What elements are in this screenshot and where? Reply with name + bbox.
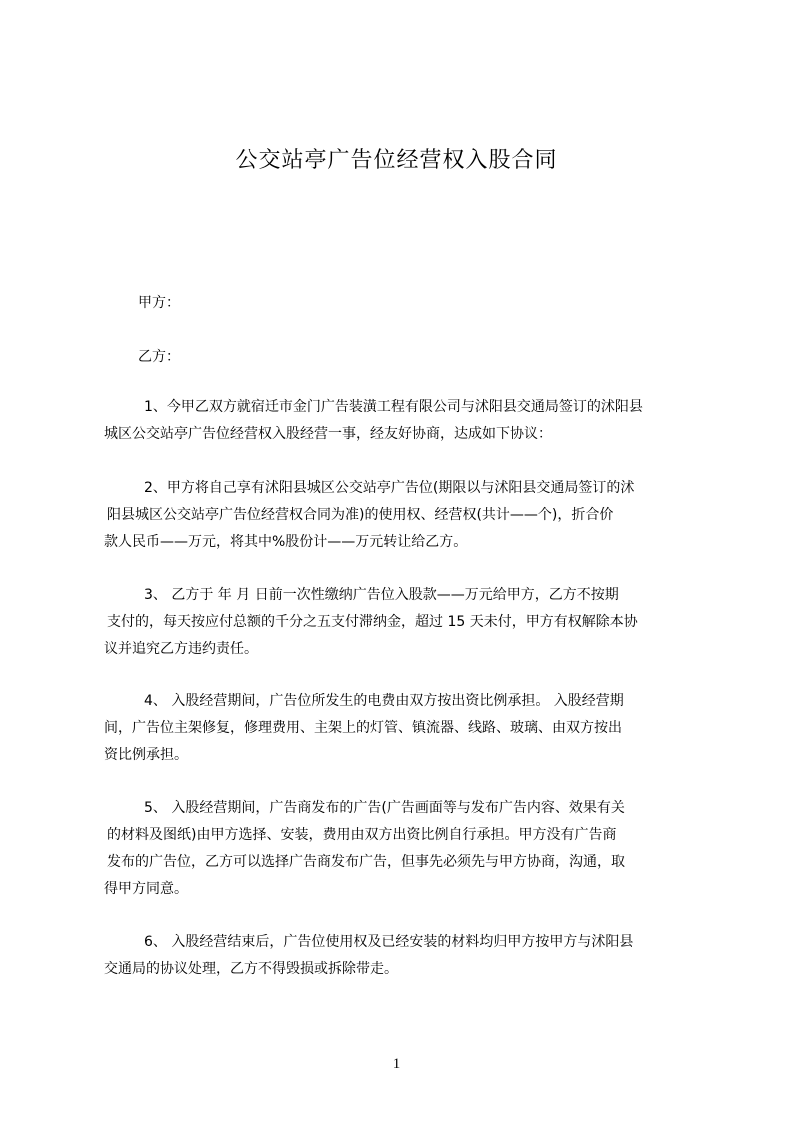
clause-line: 间，广告位主架修复，修理费用、主架上的灯管、镇流器、线路、玻璃、由双方按出 [104,720,622,736]
clause-line: 发布的广告位，乙方可以选择广告商发布广告，但事先必须先与甲方协商，沟通，取 [107,854,625,870]
clause-line: 6、 入股经营结束后，广告位使用权及已经安装的材料均归甲方按甲方与沭阳县 [144,934,634,950]
clause-line: 5、 入股经营期间，广告商发布的广告(广告画面等与发布广告内容、效果有关 [144,800,625,816]
clause-line: 城区公交站亭广告位经营权入股经营一事，经友好协商，达成如下协议： [104,426,552,442]
clause-line: 4、 入股经营期间，广告位所发生的电费由双方按出资比例承担。 入股经营期 [144,693,624,709]
clause-line: 议并追究乙方违约责任。 [104,641,258,657]
clause-line: 2、甲方将自己享有沭阳县城区公交站亭广告位(期限以与沭阳县交通局签订的沭 [144,480,635,496]
party-a-label: 甲方： [138,295,180,311]
document-title: 公交站亭广告位经营权入股合同 [235,148,558,173]
clause-line: 支付的，每天按应付总额的千分之五支付滞纳金，超过 15 天未付，甲方有权解除本协 [107,614,638,630]
clause-line: 3、 乙方于 年 月 日前一次性缴纳广告位入股款——万元给甲方，乙方不按期 [144,587,619,603]
clause-line: 的材料及图纸)由甲方选择、安装，费用由双方出资比例自行承担。甲方没有广告商 [107,827,617,843]
clause-line: 交通局的协议处理，乙方不得毁损或拆除带走。 [104,961,398,977]
clause-line: 阳县城区公交站亭广告位经营权合同为准)的使用权、经营权(共计——个)，折合价 [107,507,614,523]
clause-line: 款人民币——万元，将其中%股份计——万元转让给乙方。 [104,534,468,550]
clause-line: 得甲方同意。 [104,881,188,897]
clause-line: 资比例承担。 [104,747,188,763]
party-b-label: 乙方： [138,349,180,365]
clause-line: 1、今甲乙双方就宿迁市金门广告装潢工程有限公司与沭阳县交通局签订的沭阳县 [144,399,643,415]
page-number: 1 [392,1056,401,1072]
